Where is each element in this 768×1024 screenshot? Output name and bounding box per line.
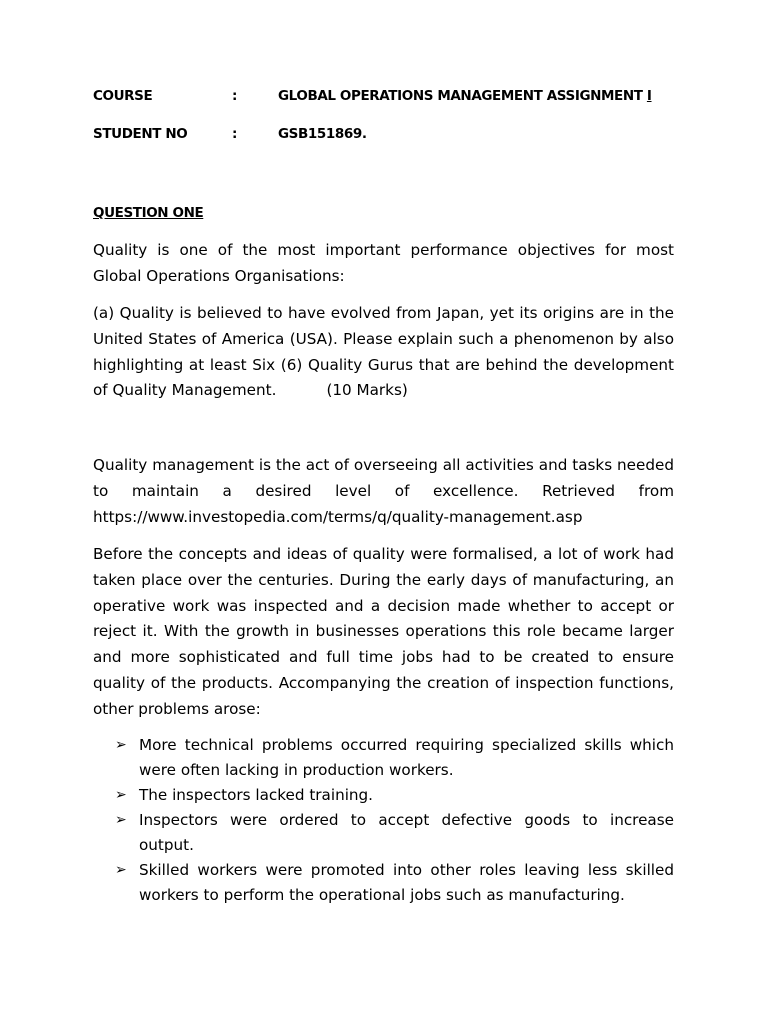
question-part-a (93, 301, 674, 404)
course-name: GLOBAL OPERATIONS MANAGEMENT ASSIGNMENT (278, 88, 643, 104)
list-item (93, 783, 674, 808)
question-marks: (10 Marks) (326, 381, 408, 400)
question-part-a-text: (a) Quality is believed to have evolved from Japan, yet its origins are in the United States of America (USA). Please explain such a phenomenon by also highlighting at least Six (6) Quality Gurus that are behind the development of Quality Management. (93, 304, 674, 400)
answer-history: Before the concepts and ideas of quality were formalised, a lot of work had taken place over the centuries. During the early days of manufacturing, an operative work was inspected and a decision made whether to accept or reject it. With the growth in businesses operations this role became larger and more sophisticated and full time jobs had to be created to ensure quality of the products. Accompanying the creation of inspection functions, other problems arose: (93, 545, 674, 718)
student-colon: : (232, 126, 237, 142)
list-item (93, 808, 674, 858)
student-label: STUDENT NO (93, 126, 188, 142)
question-heading: QUESTION ONE (93, 205, 204, 221)
arrow-bullet-icon: ➢ (115, 862, 127, 878)
arrow-bullet-icon: ➢ (115, 737, 127, 753)
list-item-text: More technical problems occurred requiring specialized skills which were often lacking in production workers. (139, 736, 674, 779)
question-intro: Quality is one of the most important performance objectives for most Global Operations Organisations: (93, 241, 674, 285)
arrow-bullet-icon: ➢ (115, 787, 127, 803)
list-item (93, 733, 674, 783)
course-value (278, 88, 652, 104)
answer-definition: Quality management is the act of overseeing all activities and tasks needed to maintain a desired level of excellence. Retrieved from https://www.investopedia.com/terms/q/quality-management.asp (93, 456, 674, 526)
arrow-bullet-icon: ➢ (115, 812, 127, 828)
problems-list (93, 733, 674, 908)
course-suffix: I (646, 88, 652, 104)
list-item (93, 858, 674, 908)
course-label: COURSE (93, 88, 153, 104)
list-item-text: Skilled workers were promoted into other roles leaving less skilled workers to perform the operational jobs such as manufacturing. (139, 861, 674, 904)
student-value: GSB151869. (278, 126, 367, 142)
course-colon: : (232, 88, 237, 104)
list-item-text: Inspectors were ordered to accept defective goods to increase output. (139, 811, 674, 854)
list-item-text: The inspectors lacked training. (139, 786, 374, 804)
